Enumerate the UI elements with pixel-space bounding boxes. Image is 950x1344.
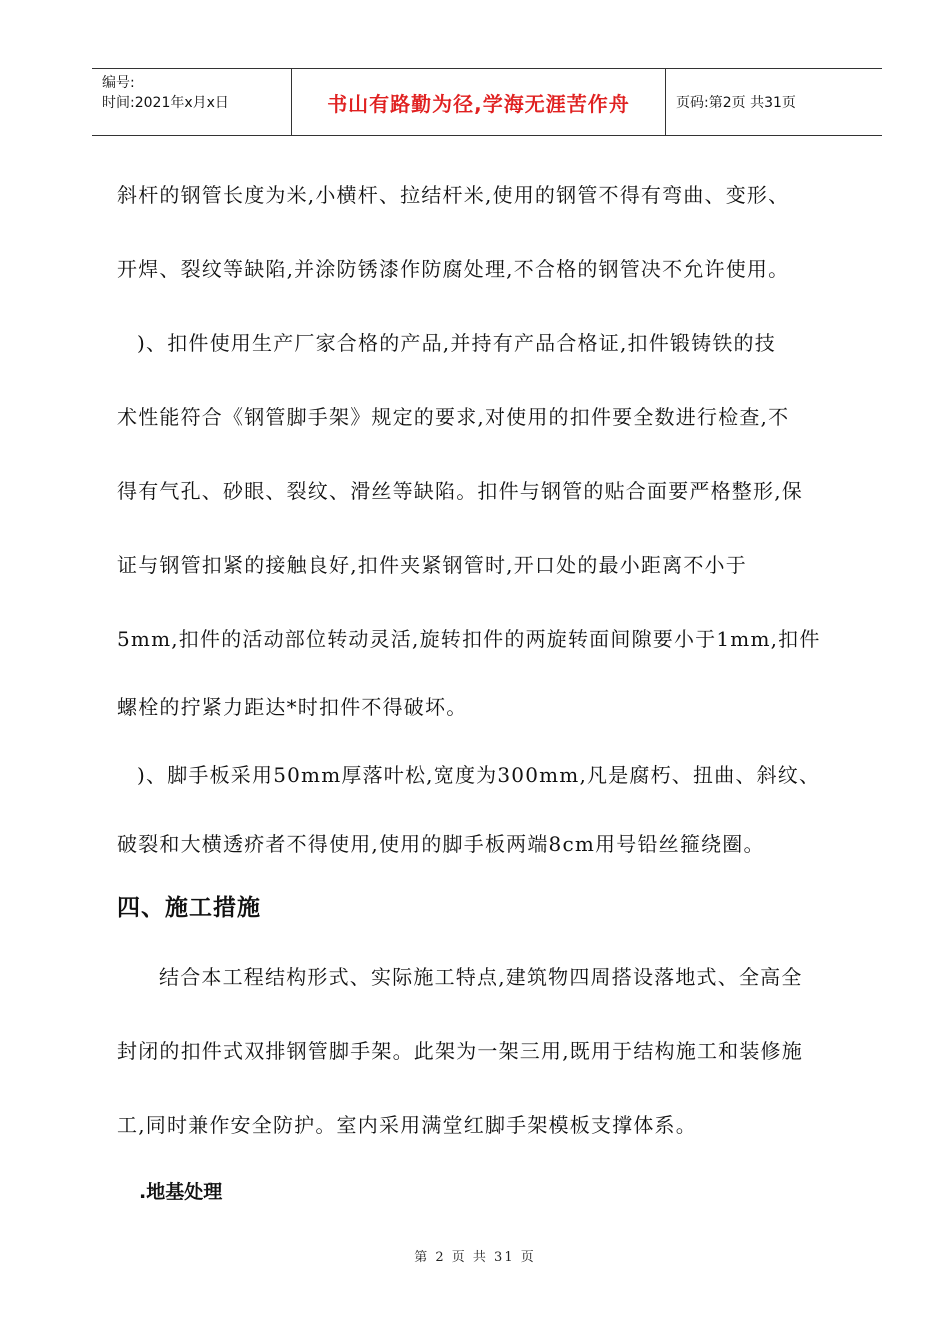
body-line: )、扣件使用生产厂家合格的产品,并持有产品合格证,扣件锻铸铁的技: [137, 331, 776, 355]
document-body: [117, 158, 865, 1222]
section-line: 工,同时兼作安全防护。室内采用满堂红脚手架模板支撑体系。: [117, 1113, 697, 1137]
body-line: 破裂和大横透疥者不得使用,使用的脚手板两端8cm用号铅丝箍绕圈。: [117, 832, 765, 856]
number-label: 编号:: [102, 75, 135, 91]
section-line: 封闭的扣件式双排钢管脚手架。此架为一架三用,既用于结构施工和装修施: [117, 1039, 803, 1063]
section-line: 结合本工程结构形式、实际施工特点,建筑物四周搭设落地式、全高全: [159, 965, 803, 989]
header-motto: 书山有路勤为径,学海无涯苦作舟: [292, 69, 666, 135]
time-label: 时间:2021年x月x日: [102, 95, 229, 111]
body-line: 得有气孔、砂眼、裂纹、滑丝等缺陷。扣件与钢管的贴合面要严格整形,保: [117, 479, 803, 503]
body-line: 斜杆的钢管长度为米,小横杆、拉结杆米,使用的钢管不得有弯曲、变形、: [117, 183, 790, 207]
body-line: 开焊、裂纹等缺陷,并涂防锈漆作防腐处理,不合格的钢管决不允许使用。: [117, 257, 790, 281]
body-line: 证与钢管扣紧的接触良好,扣件夹紧钢管时,开口处的最小距离不小于: [117, 553, 747, 577]
body-line: 螺栓的拧紧力距达*时扣件不得破坏。: [117, 695, 468, 719]
header-meta: [92, 69, 292, 135]
page-footer: 第 2 页 共 31 页: [414, 1250, 536, 1265]
header-page-code: 页码:第2页 共31页: [676, 95, 796, 111]
body-line: )、脚手板采用50mm厚落叶松,宽度为300mm,凡是腐朽、扭曲、斜纹、: [137, 763, 821, 787]
body-line: 术性能符合《钢管脚手架》规定的要求,对使用的扣件要全数进行检查,不: [117, 405, 790, 429]
section-heading: 四、施工措施: [117, 895, 261, 921]
subsection-heading: .地基处理: [139, 1181, 223, 1203]
body-line: 5mm,扣件的活动部位转动灵活,旋转扣件的两旋转面间隙要小于1mm,扣件: [117, 627, 821, 651]
page-header: [92, 68, 882, 136]
